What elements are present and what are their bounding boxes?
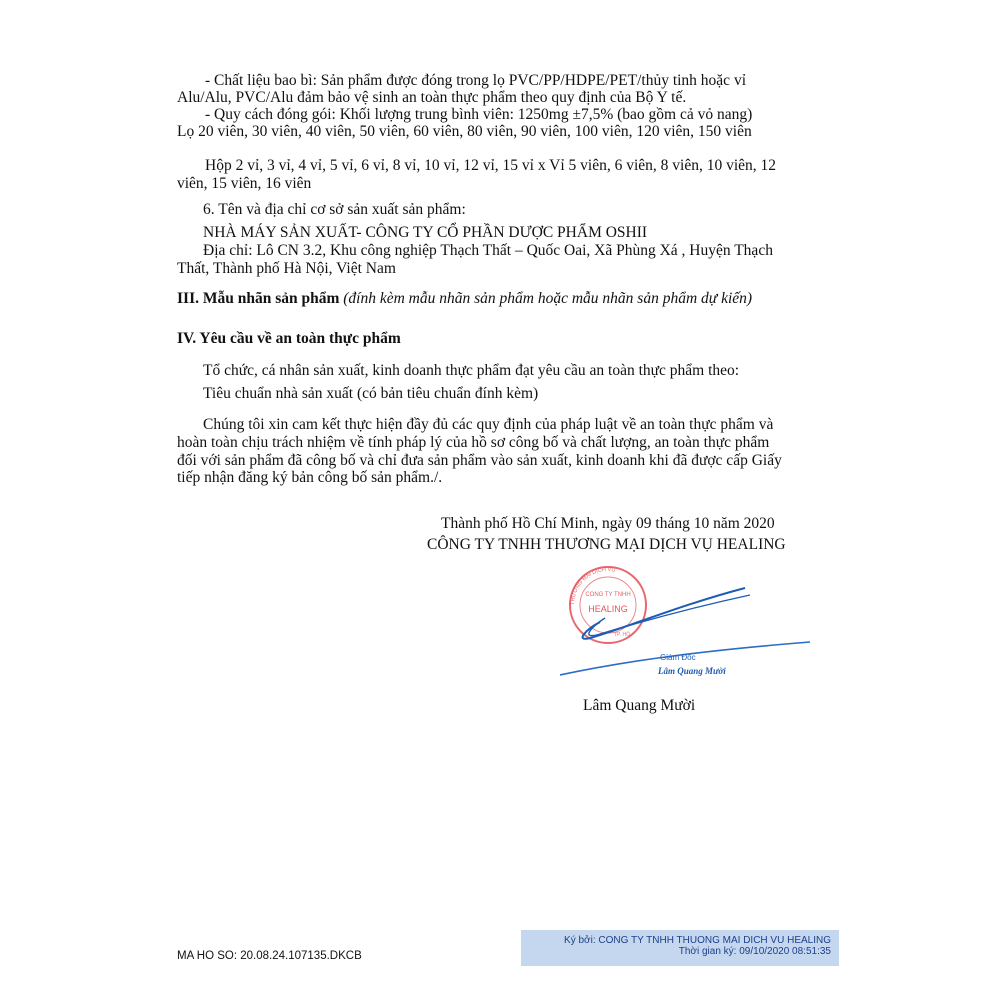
dossier-code: MA HO SO: 20.08.24.107135.DKCB <box>177 950 362 962</box>
signature-stamp-area <box>560 560 820 700</box>
svg-text:THƯƠNG MẠI DỊCH VỤ <box>570 567 616 605</box>
commitment-line3: đối với sản phẩm đã công bố và chỉ đưa sản phẩm vào sản xuất, kinh doanh khi đã được cấp Giấy <box>177 452 782 469</box>
signer-name: Lâm Quang Mười <box>583 697 696 714</box>
manufacturer-name: NHÀ MÁY SẢN XUẤT- CÔNG TY CỔ PHẦN DƯỢC PHẨM OSHII <box>203 224 648 241</box>
packaging-material-line1: - Chất liệu bao bì: Sản phẩm được đóng trong lọ PVC/PP/HDPE/PET/thủy tinh hoặc vỉ <box>205 72 746 89</box>
box-sizes-line1: Hộp 2 vỉ, 3 vỉ, 4 vỉ, 5 vỉ, 6 vỉ, 8 vỉ, 10 vỉ, 12 vỉ, 15 vỉ x Vỉ 5 viên, 6 viên, 8 viên, 10 viên, 12 <box>205 157 777 174</box>
standard-line: Tiêu chuẩn nhà sản xuất (có bản tiêu chuẩn đính kèm) <box>203 385 539 402</box>
commitment-line2: hoàn toàn chịu trách nhiệm về tính pháp lý của hồ sơ công bố và chất lượng, an toàn thực phẩm <box>177 434 770 451</box>
stamp-name-text: HEALING <box>588 604 628 614</box>
commitment-line4: tiếp nhận đăng ký bản công bố sản phẩm./. <box>177 469 443 486</box>
bottle-sizes-line: Lọ 20 viên, 30 viên, 40 viên, 50 viên, 60 viên, 80 viên, 90 viên, 100 viên, 120 viên, 150 viên <box>177 123 752 140</box>
commitment-line1: Chúng tôi xin cam kết thực hiện đầy đủ các quy định của pháp luật về an toàn thực phẩm và <box>203 416 774 433</box>
signing-company: CÔNG TY TNHH THƯƠNG MẠI DỊCH VỤ HEALING <box>427 536 786 553</box>
packaging-material-line2: Alu/Alu, PVC/Alu đảm bảo vệ sinh an toàn thực phẩm theo quy định của Bộ Y tế. <box>177 89 687 106</box>
stamp-city-text: TP. HỒ <box>613 632 631 638</box>
section-3-note: (đính kèm mẫu nhãn sản phẩm hoặc mẫu nhãn sản phẩm dự kiến) <box>343 290 753 307</box>
box-sizes-line2: viên, 15 viên, 16 viên <box>177 175 312 192</box>
packing-spec-line: - Quy cách đóng gói: Khối lượng trung bình viên: 1250mg ±7,5% (bao gồm cả vỏ nang) <box>205 106 753 123</box>
signed-by: Ký bởi: CONG TY TNHH THUONG MAI DICH VU HEALING <box>564 935 831 946</box>
requirement-line: Tổ chức, cá nhân sản xuất, kinh doanh thực phẩm đạt yêu cầu an toàn thực phẩm theo: <box>203 362 740 379</box>
section-4-heading: IV. Yêu cầu về an toàn thực phẩm <box>177 330 401 347</box>
signer-handwritten-name: Lâm Quang Mười <box>658 666 726 676</box>
section-3-heading <box>177 290 752 308</box>
place-date: Thành phố Hồ Chí Minh, ngày 09 tháng 10 năm 2020 <box>441 515 775 532</box>
signer-title: Giám Đốc <box>660 653 696 662</box>
stamp-company-text: CÔNG TY TNHH <box>585 592 631 598</box>
digital-signature-box <box>521 930 839 966</box>
manufacturer-address-line2: Thất, Thành phố Hà Nội, Việt Nam <box>177 260 396 277</box>
manufacturer-heading: 6. Tên và địa chỉ cơ sở sản xuất sản phẩm: <box>203 201 466 218</box>
section-3-title: III. Mẫu nhãn sản phẩm <box>177 290 340 307</box>
stamp-ring-text: THƯƠNG MẠI DỊCH VỤ <box>569 566 616 606</box>
company-stamp <box>560 560 820 700</box>
signed-time: Thời gian ký: 09/10/2020 08:51:35 <box>678 946 831 957</box>
manufacturer-address-line1: Địa chỉ: Lô CN 3.2, Khu công nghiệp Thạch Thất – Quốc Oai, Xã Phùng Xá , Huyện Thạch <box>203 242 773 259</box>
